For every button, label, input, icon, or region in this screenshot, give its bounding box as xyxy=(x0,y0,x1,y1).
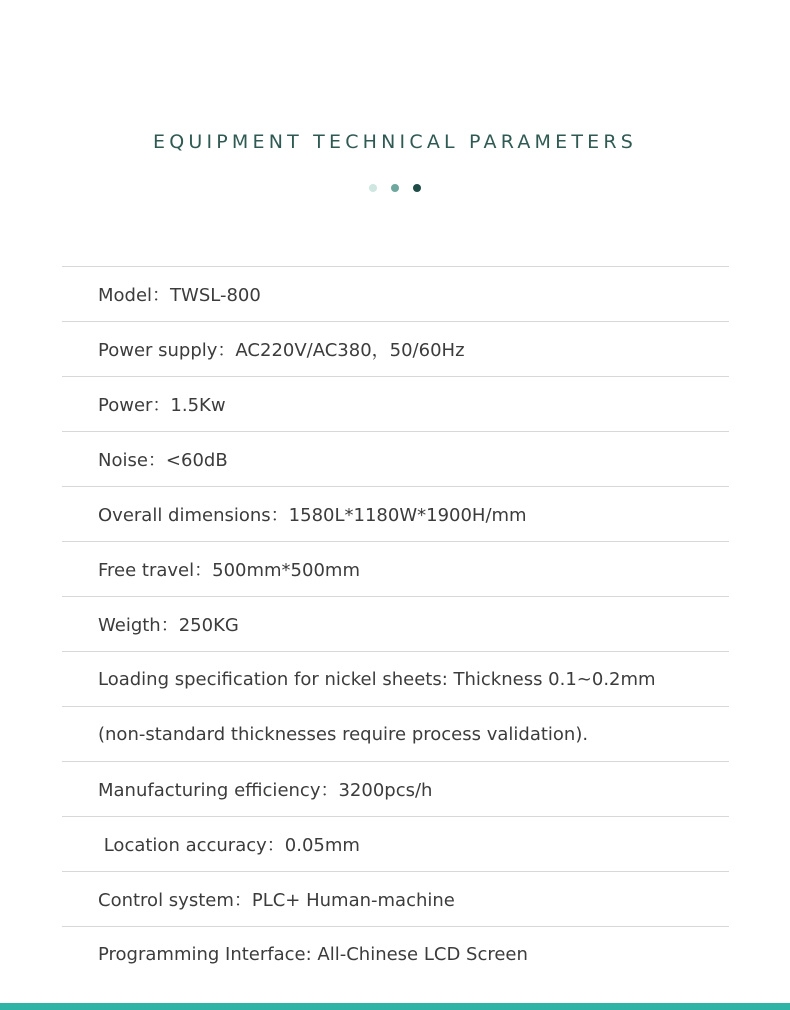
section-header xyxy=(0,130,790,154)
page-title: EQUIPMENT TECHNICAL PARAMETERS xyxy=(153,131,637,153)
bottom-accent-bar xyxy=(0,1003,790,1010)
param-manufacturing-efficiency: Manufacturing efficiency：3200pcs/h xyxy=(62,762,729,817)
param-location-accuracy: Location accuracy：0.05mm xyxy=(62,817,729,872)
param-power-supply: Power supply：AC220V/AC380，50/60Hz xyxy=(62,322,729,377)
param-overall-dimensions: Overall dimensions：1580L*1180W*1900H/mm xyxy=(62,487,729,542)
param-free-travel: Free travel：500mm*500mm xyxy=(62,542,729,597)
decoration-dot-medium xyxy=(391,184,399,192)
param-power: Power：1.5Kw xyxy=(62,377,729,432)
decoration-dot-light xyxy=(369,184,377,192)
param-loading-specification-note: (non-standard thicknesses require process validation). xyxy=(62,707,729,762)
param-model: Model：TWSL-800 xyxy=(62,267,729,322)
param-programming-interface: Programming Interface: All-Chinese LCD Screen xyxy=(98,943,528,965)
title-decoration-dots xyxy=(0,184,790,192)
param-weight: Weigth：250KG xyxy=(62,597,729,652)
decoration-dot-dark xyxy=(413,184,421,192)
param-control-system: Control system：PLC+ Human-machine xyxy=(62,872,729,927)
param-noise: Noise：<60dB xyxy=(62,432,729,487)
param-loading-specification: Loading specification for nickel sheets: Thickness 0.1~0.2mm xyxy=(62,652,729,707)
technical-parameters-list xyxy=(62,266,729,981)
